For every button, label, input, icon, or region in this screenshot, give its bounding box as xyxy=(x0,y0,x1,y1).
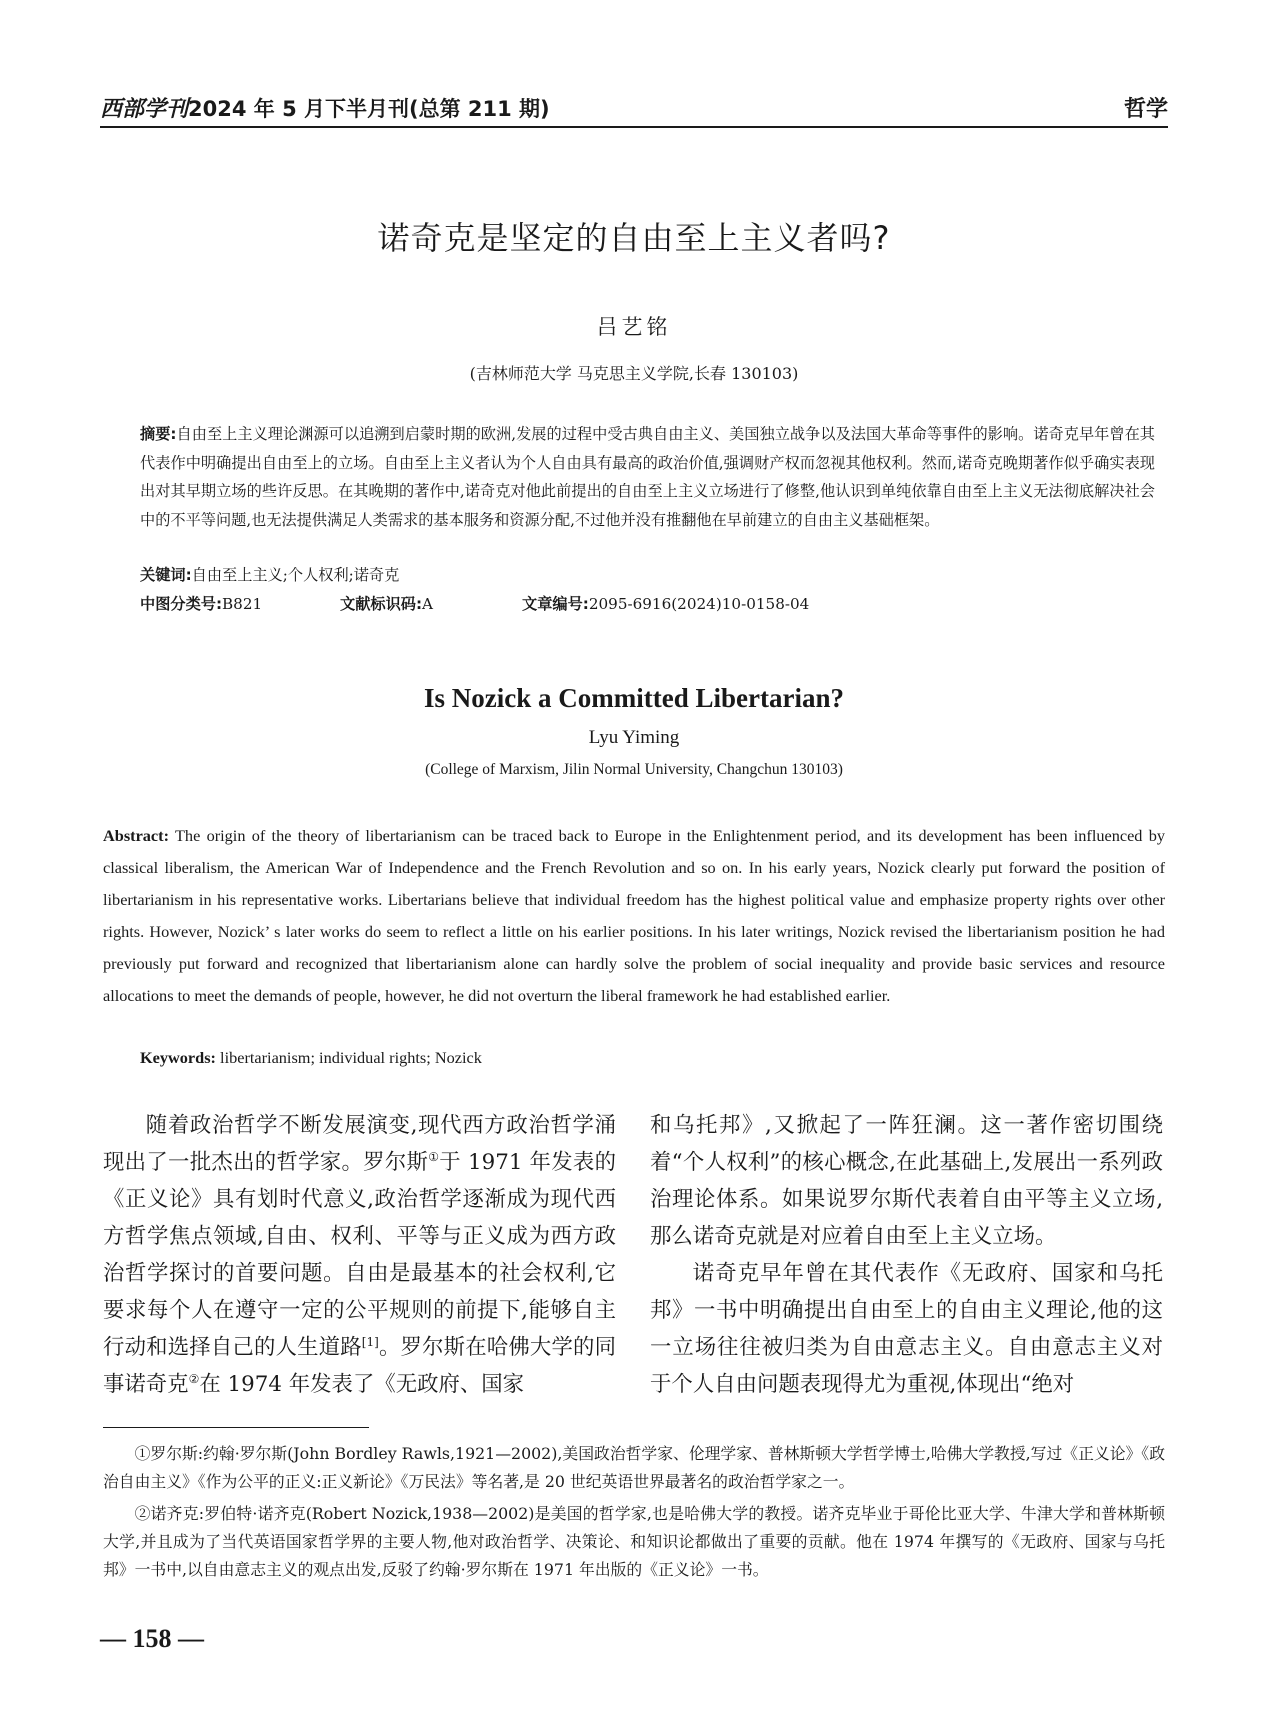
article-value: 2095-6916(2024)10-0158-04 xyxy=(588,595,810,613)
abstract-en-label: Abstract: xyxy=(103,826,170,845)
body-paragraph xyxy=(103,1107,616,1403)
footnote-marker-2: ② xyxy=(188,1371,200,1386)
issue-label: 2024 年 5 月下半月刊(总第 211 期) xyxy=(188,97,550,121)
body-column-right xyxy=(650,1107,1163,1403)
author-en: Lyu Yiming xyxy=(588,727,680,748)
footnote-rule xyxy=(103,1427,369,1428)
keywords-cn xyxy=(140,564,399,585)
clc-number xyxy=(140,593,262,614)
document-code xyxy=(340,593,433,614)
clc-label: 中图分类号: xyxy=(140,595,223,613)
header-issue-info xyxy=(100,92,550,123)
article-label: 文章编号: xyxy=(522,595,589,613)
section-label: 哲学 xyxy=(1123,97,1168,122)
article-title-cn: 诺奇克是坚定的自由至上主义者吗? xyxy=(377,219,891,257)
keywords-en xyxy=(140,1048,482,1068)
page-number: — 158 — xyxy=(100,1624,204,1653)
body-text: 于 1971 年发表的《正义论》具有划时代意义,政治哲学逐渐成为现代西方哲学焦点领域,自由、权利、平等与正义成为西方政治哲学探讨的首要问题。自由是最基本的社会权利,它要求每个人在遵守一定的公平规则的前提下,能够自主行动和选择自己的人生道路 xyxy=(103,1150,616,1360)
article-title-en: Is Nozick a Committed Libertarian? xyxy=(424,683,844,713)
abstract-cn xyxy=(140,420,1155,534)
abstract-cn-label: 摘要: xyxy=(140,425,177,443)
abstract-en xyxy=(103,820,1165,1012)
clc-value: B821 xyxy=(222,595,263,613)
abstract-cn-text: 自由至上主义理论渊源可以追溯到启蒙时期的欧洲,发展的过程中受古典自由主义、美国独立战争以及法国大革命等事件的影响。诺奇克早年曾在其代表作中明确提出自由至上的立场。自由至上主义者认为个人自由具有最高的政治价值,强调财产权而忽视其他权利。然而,诺奇克晚期著作似乎确实表现出对其早期立场的些许反思。在其晚期的著作中,诺奇克对他此前提出的自由至上主义立场进行了修整,他认识到单纯依靠自由至上主义无法彻底解决社会中的不平等问题,也无法提供满足人类需求的基本服务和资源分配,不过他并没有推翻他在早前建立的自由主义基础框架。 xyxy=(140,425,1155,529)
header-rule xyxy=(100,126,1168,128)
abstract-en-text: The origin of the theory of libertarianism can be traced back to Europe in the Enlightenment period, and its development has been influenced by classical liberalism, the American War of Independence and the French Revolution and so on. In his early years, Nozick clearly put forward the position of libertarianism in his representative works. Libertarians believe that individual freedom has the highest political value and emphasize property rights over other rights. However, Nozick’ s later works do seem to reflect a little on his earlier positions. In his later writings, Nozick revised the libertarianism position he had previously put forward and recognized that libertarianism alone can hardly solve the problem of social inequality and provide basic services and resource allocations to meet the demands of people, however, he did not overturn the liberal framework he had established earlier. xyxy=(103,826,1165,1005)
footnote-2: ②诺齐克:罗伯特·诺齐克(Robert Nozick,1938—2002)是美国的哲学家,也是哈佛大学的教授。诺齐克毕业于哥伦比亚大学、牛津大学和普林斯顿大学,并且成为了当代英语国家哲学界的主要人物,他对政治哲学、决策论、和知识论都做出了重要的贡献。他在 1974 年撰写的《无政府、国家与乌托邦》一书中,以自由意志主义的观点出发,反驳了约翰·罗尔斯在 1971 年出版的《正义论》一书。 xyxy=(103,1504,1165,1579)
body-text: 随着政治哲学不断发展演变,现代西方政治哲学涌现出了一批杰出的哲学家。罗尔斯 xyxy=(103,1113,616,1175)
affiliation-cn: (吉林师范大学 马克思主义学院,长春 130103) xyxy=(469,364,799,383)
body-paragraph: 和乌托邦》,又掀起了一阵狂澜。这一著作密切围绕着“个人权利”的核心概念,在此基础上,发展出一系列政治理论体系。如果说罗尔斯代表着自由平等主义立场,那么诺奇克就是对应着自由至上主义立场。 xyxy=(650,1113,1163,1249)
doc-label: 文献标识码: xyxy=(340,595,423,613)
article-number xyxy=(522,593,809,614)
journal-logo: 西部学刊 xyxy=(100,96,189,122)
doc-value: A xyxy=(422,595,433,613)
body-column-left xyxy=(103,1107,616,1403)
classification-line xyxy=(140,593,1155,617)
body-text: 。罗尔斯在哈佛大学的同事诺奇克 xyxy=(103,1335,616,1397)
keywords-en-label: Keywords: xyxy=(140,1048,216,1067)
author-cn: 吕艺铭 xyxy=(596,315,672,339)
footnote-1: ①罗尔斯:约翰·罗尔斯(John Bordley Rawls,1921—2002),美国政治哲学家、伦理学家、普林斯顿大学哲学博士,哈佛大学教授,写过《正义论》《政治自由主义》《作为公平的正义:正义新论》《万民法》等名著,是 20 世纪英语世界最著名的政治哲学家之一。 xyxy=(103,1444,1165,1491)
body-text: 在 1974 年发表了《无政府、国家 xyxy=(199,1372,525,1397)
running-header xyxy=(100,92,1168,126)
keywords-cn-label: 关键词: xyxy=(140,566,192,584)
keywords-cn-text: 自由至上主义;个人权利;诺奇克 xyxy=(191,566,400,584)
keywords-en-text: libertarianism; individual rights; Nozick xyxy=(215,1048,482,1067)
affiliation-en: (College of Marxism, Jilin Normal University, Changchun 130103) xyxy=(425,761,843,778)
body-paragraph: 诺奇克早年曾在其代表作《无政府、国家和乌托邦》一书中明确提出自由至上的自由主义理论,他的这一立场往往被归类为自由意志主义。自由意志主义对于个人自由问题表现得尤为重视,体现出“绝对 xyxy=(650,1261,1163,1397)
footnotes xyxy=(103,1440,1165,1588)
footnote-marker-1: ① xyxy=(428,1149,440,1164)
reference-marker-1: [1] xyxy=(361,1334,379,1349)
